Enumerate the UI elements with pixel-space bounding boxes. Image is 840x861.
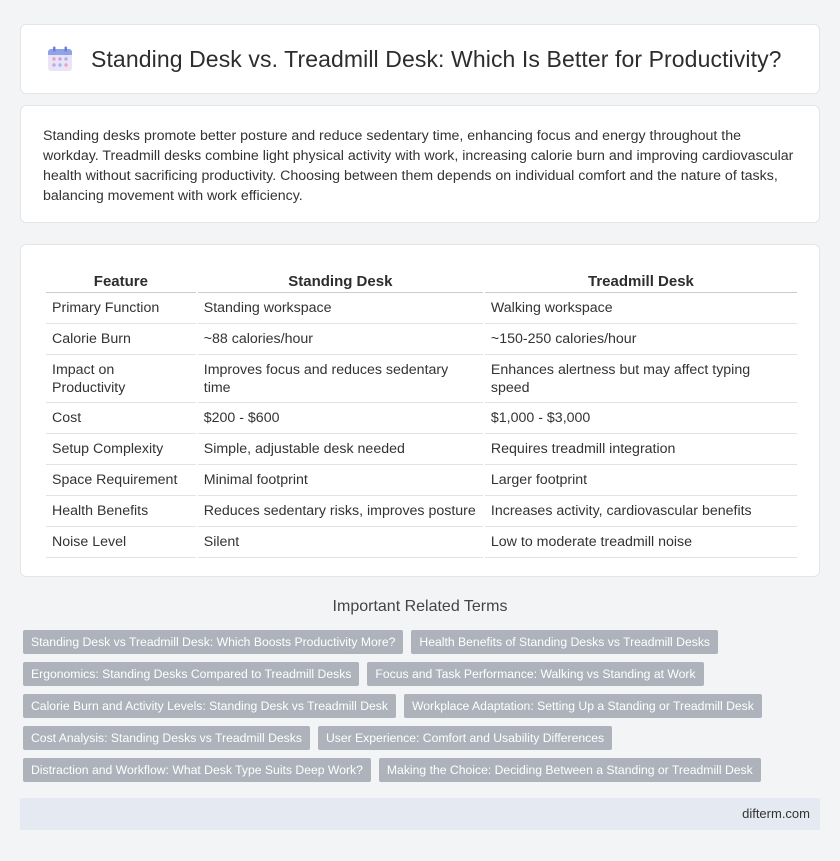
related-term-tag[interactable]: Standing Desk vs Treadmill Desk: Which Boosts Productivity More? — [23, 630, 403, 654]
table-row — [46, 527, 797, 558]
row-feature: Cost — [46, 403, 196, 434]
row-treadmill: Increases activity, cardiovascular benefits — [485, 496, 797, 527]
table-row — [46, 324, 797, 355]
footer — [20, 798, 820, 830]
row-standing: ~88 calories/hour — [198, 324, 483, 355]
intro-card — [20, 105, 820, 223]
footer-site-link[interactable]: difterm.com — [742, 806, 810, 821]
comparison-table — [44, 265, 799, 558]
tag-row — [23, 662, 783, 686]
row-standing: Simple, adjustable desk needed — [198, 434, 483, 465]
related-term-tag[interactable]: Ergonomics: Standing Desks Compared to Treadmill Desks — [23, 662, 359, 686]
row-standing: Standing workspace — [198, 293, 483, 324]
tag-row — [23, 694, 783, 718]
row-standing: Silent — [198, 527, 483, 558]
related-term-tag[interactable]: Cost Analysis: Standing Desks vs Treadmill Desks — [23, 726, 310, 750]
table-row — [46, 293, 797, 324]
table-row — [46, 465, 797, 496]
row-feature: Setup Complexity — [46, 434, 196, 465]
table-row — [46, 403, 797, 434]
table-row — [46, 434, 797, 465]
related-term-tag[interactable]: Distraction and Workflow: What Desk Type Suits Deep Work? — [23, 758, 371, 782]
related-term-tag[interactable]: Workplace Adaptation: Setting Up a Standing or Treadmill Desk — [404, 694, 762, 718]
row-treadmill: Requires treadmill integration — [485, 434, 797, 465]
header-feature: Feature — [46, 265, 196, 293]
related-terms-title: Important Related Terms — [332, 598, 508, 615]
table-row — [46, 496, 797, 527]
tag-row — [23, 630, 783, 654]
related-terms-list — [23, 630, 783, 790]
table-row — [46, 355, 797, 403]
comparison-card — [20, 244, 820, 577]
row-treadmill: ~150-250 calories/hour — [485, 324, 797, 355]
row-treadmill: Low to moderate treadmill noise — [485, 527, 797, 558]
row-standing: Reduces sedentary risks, improves posture — [198, 496, 483, 527]
row-standing: Improves focus and reduces sedentary time — [198, 355, 483, 403]
related-term-tag[interactable]: User Experience: Comfort and Usability Differences — [318, 726, 612, 750]
related-term-tag[interactable]: Health Benefits of Standing Desks vs Treadmill Desks — [411, 630, 718, 654]
header-card — [20, 24, 820, 94]
row-treadmill: $1,000 - $3,000 — [485, 403, 797, 434]
row-treadmill: Enhances alertness but may affect typing speed — [485, 355, 797, 403]
row-standing: Minimal footprint — [198, 465, 483, 496]
tag-row — [23, 726, 783, 750]
row-treadmill: Larger footprint — [485, 465, 797, 496]
header-treadmill-desk: Treadmill Desk — [485, 265, 797, 293]
row-feature: Space Requirement — [46, 465, 196, 496]
calendar-icon — [47, 46, 73, 72]
related-term-tag[interactable]: Focus and Task Performance: Walking vs Standing at Work — [367, 662, 703, 686]
intro-text: Standing desks promote better posture and reduce sedentary time, enhancing focus and energy throughout the workday. Treadmill desks combine light physical activity with work, increasing calorie burn and improving cardiovascular health without sacrificing productivity. Choosing between them depends on individual comfort and the nature of tasks, balancing movement with work efficiency. — [43, 128, 794, 204]
tag-row — [23, 758, 783, 782]
row-treadmill: Walking workspace — [485, 293, 797, 324]
row-standing: $200 - $600 — [198, 403, 483, 434]
row-feature: Noise Level — [46, 527, 196, 558]
related-term-tag[interactable]: Making the Choice: Deciding Between a Standing or Treadmill Desk — [379, 758, 761, 782]
table-header-row — [46, 265, 797, 293]
row-feature: Impact on Productivity — [46, 355, 196, 403]
row-feature: Primary Function — [46, 293, 196, 324]
related-term-tag[interactable]: Calorie Burn and Activity Levels: Standing Desk vs Treadmill Desk — [23, 694, 396, 718]
page-title: Standing Desk vs. Treadmill Desk: Which Is Better for Productivity? — [91, 45, 782, 72]
row-feature: Health Benefits — [46, 496, 196, 527]
header-standing-desk: Standing Desk — [198, 265, 483, 293]
row-feature: Calorie Burn — [46, 324, 196, 355]
